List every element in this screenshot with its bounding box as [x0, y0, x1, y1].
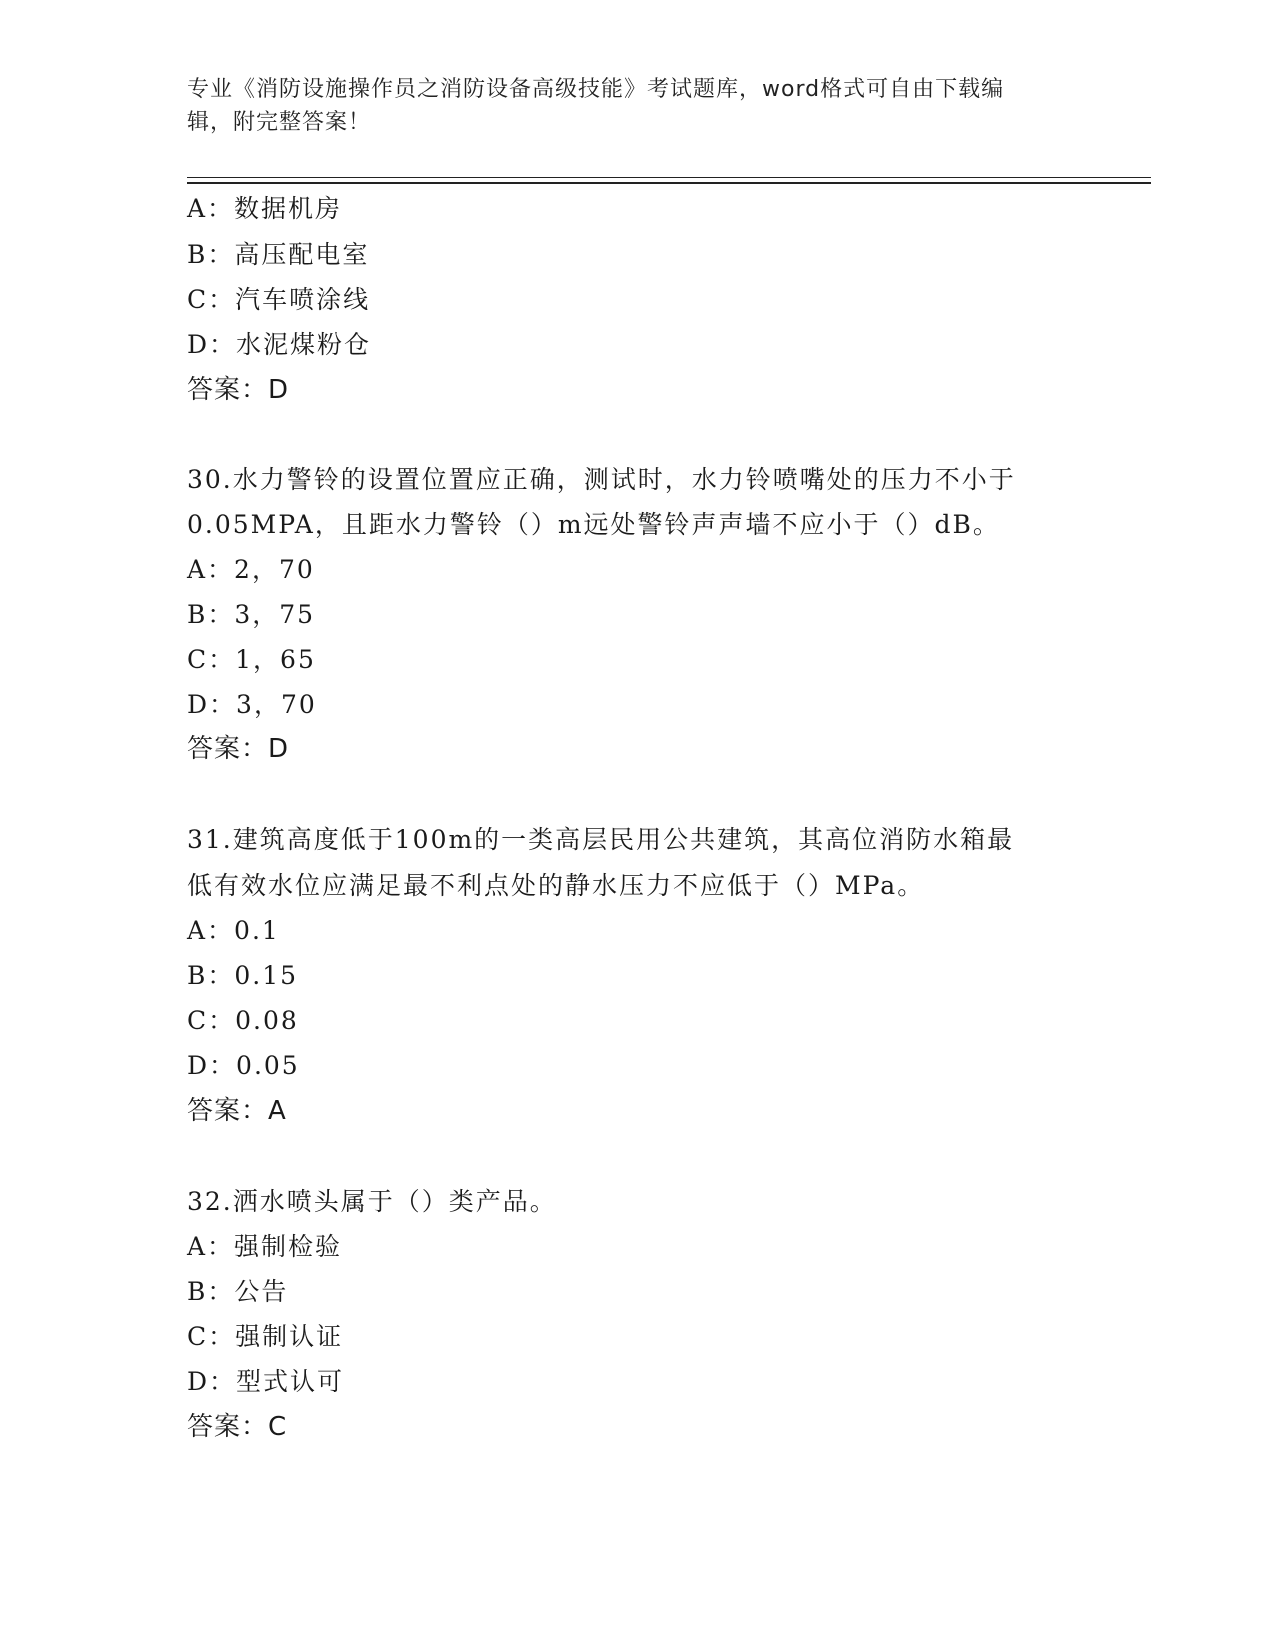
q31-stem-line-2: 低有效水位应满足最不利点处的静水压力不应低于（）MPa。	[187, 871, 925, 900]
header-divider-thick	[187, 182, 1151, 184]
q32-answer: 答案：C	[187, 1412, 288, 1442]
q30-option-c: C：1，65	[187, 645, 316, 674]
q30-stem-line-2: 0.05MPA，且距水力警铃（）m远处警铃声声墙不应小于（）dB。	[187, 510, 1000, 539]
q32-option-a: A：强制检验	[187, 1232, 343, 1261]
q30-stem-line-1: 30.水力警铃的设置位置应正确，测试时，水力铃喷嘴处的压力不小于	[187, 465, 1016, 494]
header-line-2: 辑，附完整答案！	[187, 110, 372, 135]
q29-option-d: D：水泥煤粉仓	[187, 330, 372, 359]
header-divider-thin	[187, 177, 1151, 178]
q30-option-a: A：2，70	[187, 555, 315, 584]
q31-option-b: B：0.15	[187, 961, 299, 990]
q32-option-c: C：强制认证	[187, 1322, 344, 1351]
q32-option-d: D：型式认可	[187, 1367, 345, 1396]
q32-option-b: B：公告	[187, 1277, 289, 1306]
q30-option-b: B：3，75	[187, 600, 316, 629]
q31-option-d: D：0.05	[187, 1051, 300, 1080]
q29-option-a: A：数据机房	[187, 194, 343, 223]
q30-answer: 答案：D	[187, 734, 290, 764]
q29-option-b: B：高压配电室	[187, 240, 370, 269]
q29-answer: 答案：D	[187, 375, 290, 405]
document-header	[187, 73, 1067, 139]
header-line-1: 专业《消防设施操作员之消防设备高级技能》考试题库，word格式可自由下载编	[187, 77, 1005, 102]
q31-answer: 答案：A	[187, 1096, 287, 1126]
q29-option-c: C：汽车喷涂线	[187, 285, 371, 314]
q31-stem-line-1: 31.建筑高度低于100m的一类高层民用公共建筑，其高位消防水箱最	[187, 825, 1015, 854]
q30-option-d: D：3，70	[187, 690, 317, 719]
q31-option-a: A：0.1	[187, 916, 280, 945]
q32-stem-line-1: 32.洒水喷头属于（）类产品。	[187, 1187, 557, 1216]
q31-option-c: C：0.08	[187, 1006, 299, 1035]
